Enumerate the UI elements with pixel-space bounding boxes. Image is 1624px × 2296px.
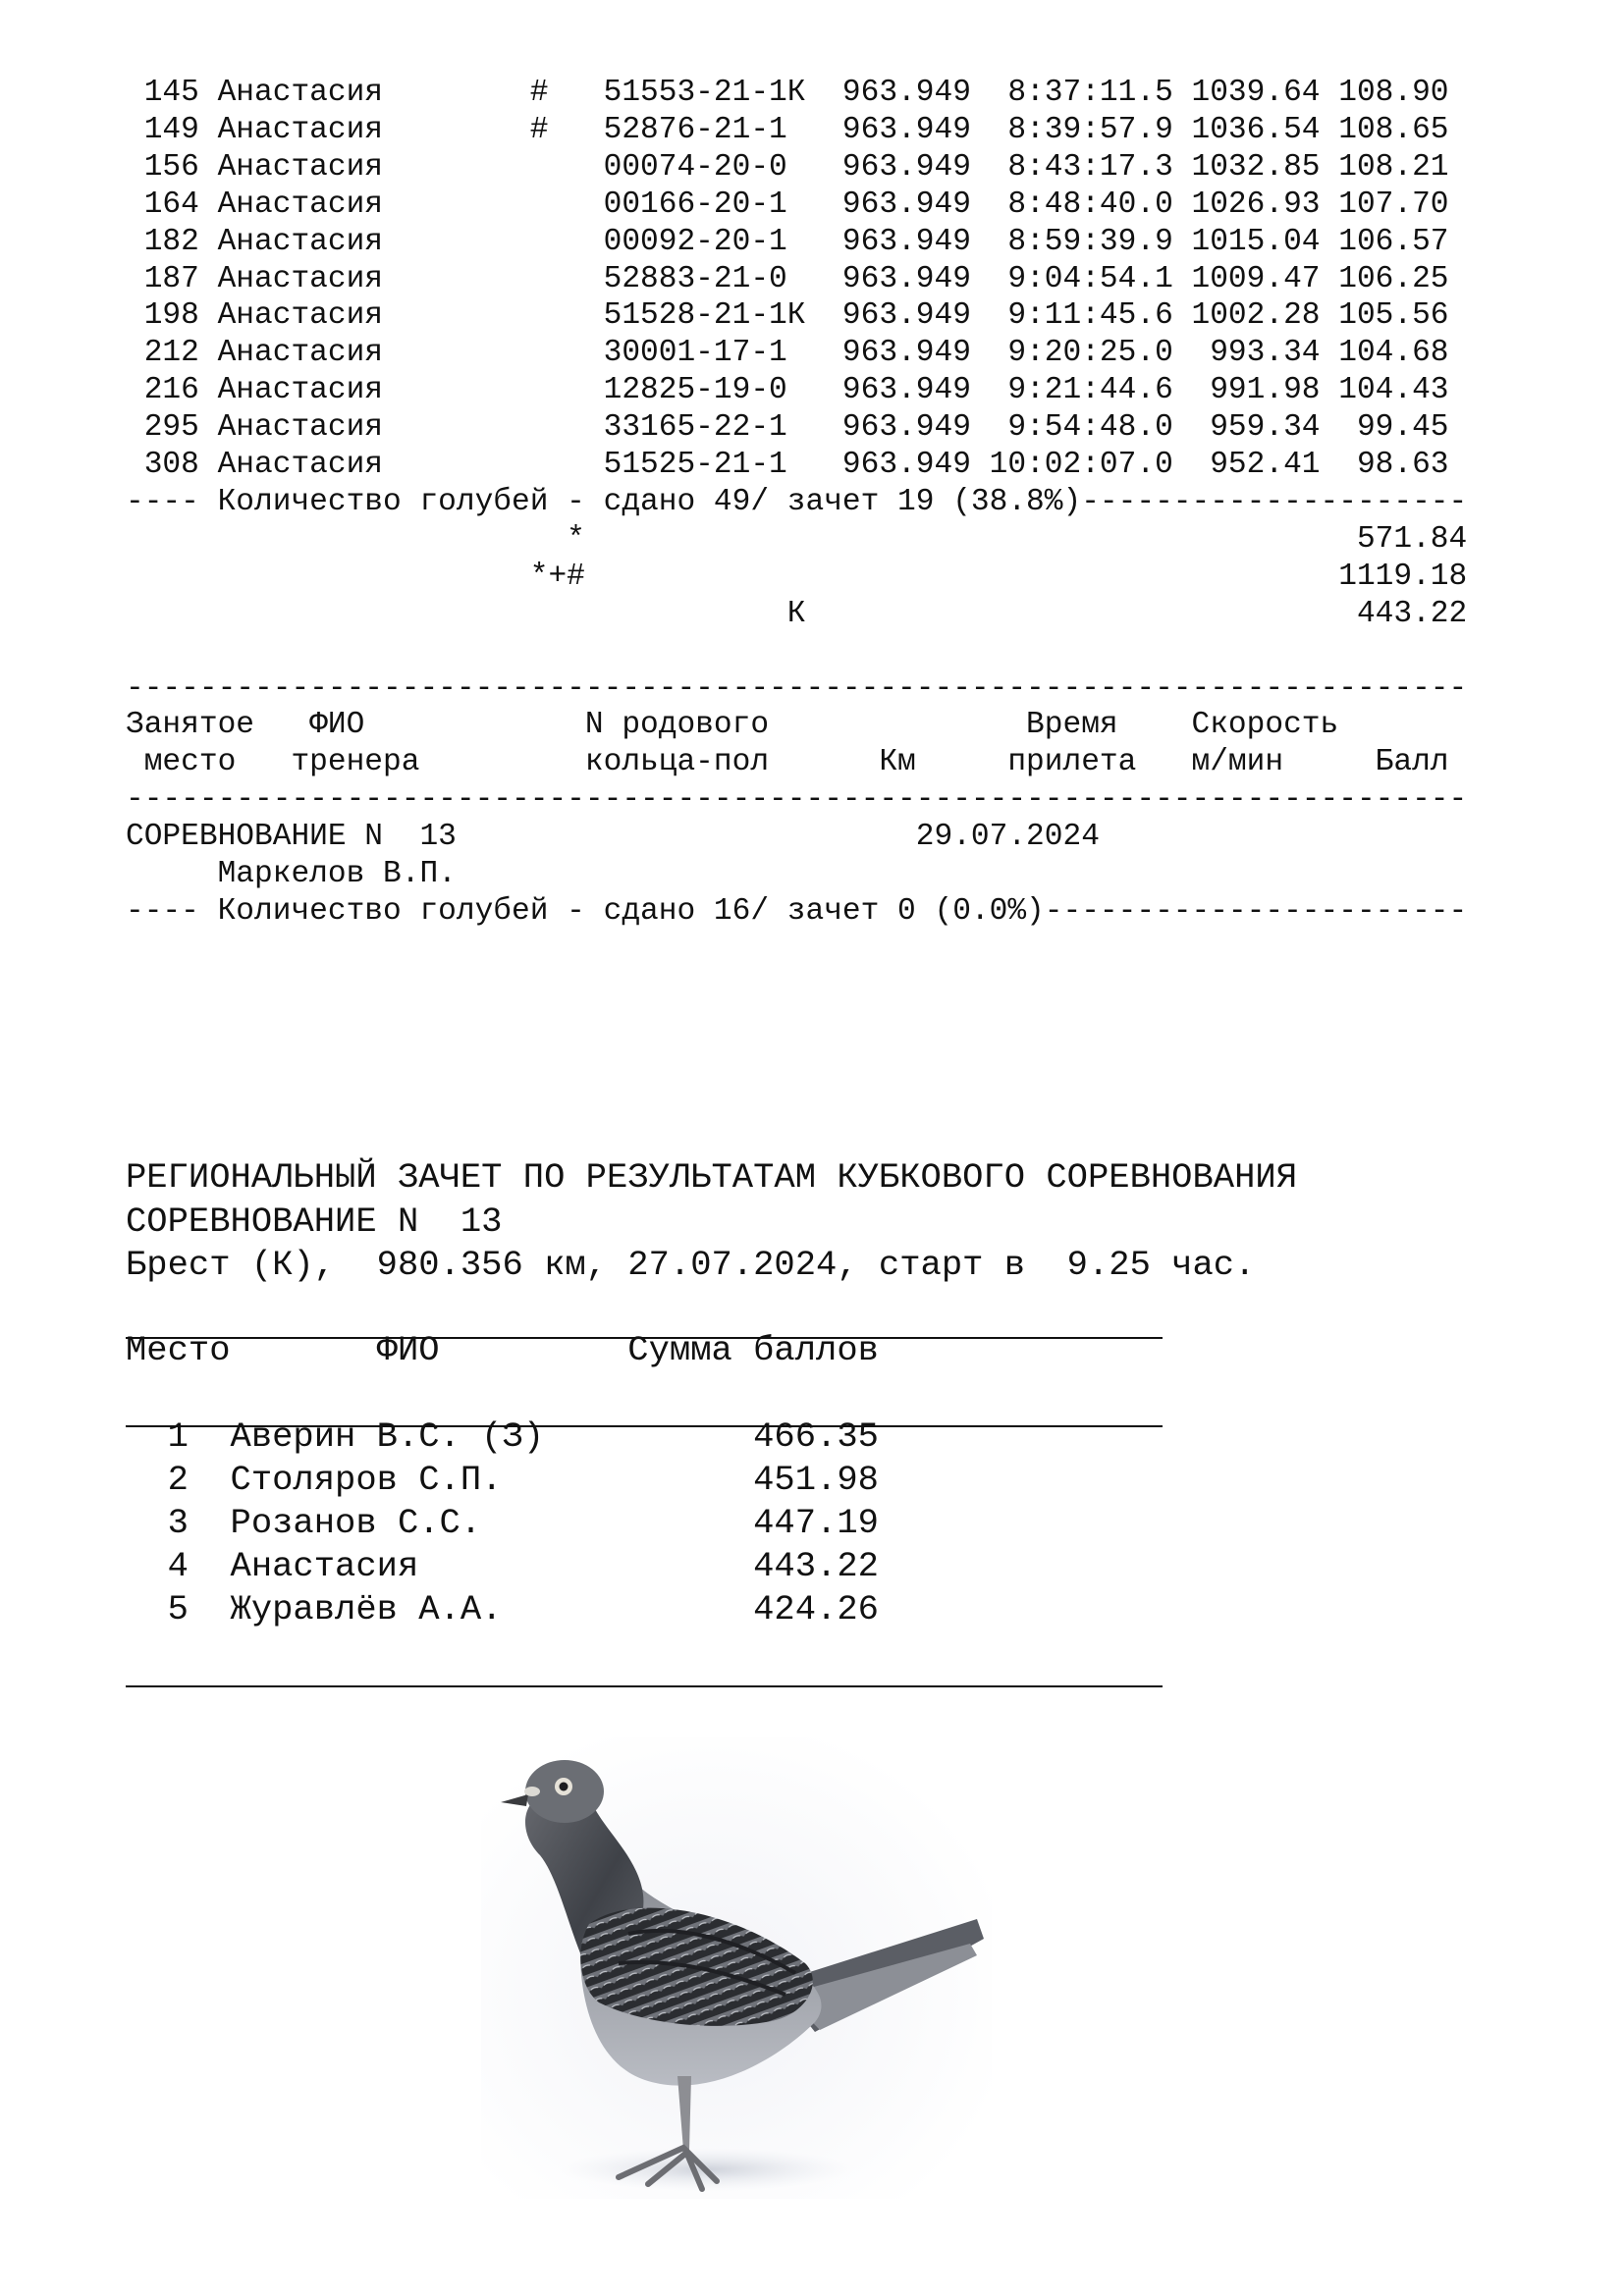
total-star-plus-hash: *+# 1119.18 — [126, 559, 1468, 594]
competition-trainer: Маркелов В.П. — [126, 857, 457, 892]
table-header-line-2: место тренера кольца-пол Км прилета м/мин Балл — [126, 745, 1449, 780]
total-star: * 571.84 — [126, 521, 1468, 557]
regional-row: 1 Аверин В.С. (З) 466.35 — [126, 1416, 879, 1457]
result-row: 182 Анастасия 00092-20-1 963.949 8:59:39.9 1015.04 106.57 — [126, 224, 1449, 259]
result-row: 216 Анастасия 12825-19-0 963.949 9:21:44.6 991.98 104.43 — [126, 373, 1449, 408]
regional-row: 4 Анастасия 443.22 — [126, 1546, 879, 1586]
total-k: К 443.22 — [126, 596, 1468, 631]
regional-row: 5 Журавлёв А.А. 424.26 — [126, 1589, 879, 1629]
competition-title-line: СОРЕВНОВАНИЕ N 13 29.07.2024 — [126, 820, 1100, 855]
result-row: 212 Анастасия 30001-17-1 963.949 9:20:25.0 993.34 104.68 — [126, 336, 1449, 371]
header-rule-bottom: ------------------------------------------------------------------------- — [126, 782, 1468, 818]
result-row: 156 Анастасия 00074-20-0 963.949 8:43:17.3 1032.85 108.21 — [126, 149, 1449, 185]
result-row: 164 Анастасия 00166-20-1 963.949 8:48:40.0 1026.93 107.70 — [126, 187, 1449, 222]
regional-subtitle: СОРЕВНОВАНИЕ N 13 — [126, 1201, 503, 1242]
regional-header-rule — [126, 1425, 1163, 1427]
results-summary-line: ---- Количество голубей - сдано 49/ зачет 19 (38.8%)--------------------- — [126, 484, 1468, 519]
result-row: 145 Анастасия # 51553-21-1К 963.949 8:37:11.5 1039.64 108.90 — [126, 76, 1449, 110]
table-header-line-1: Занятое ФИО N родового Время Скорость — [126, 708, 1339, 743]
regional-row: 3 Розанов С.С. 447.19 — [126, 1503, 879, 1543]
result-row: 295 Анастасия 33165-22-1 963.949 9:54:48.0 959.34 99.45 — [126, 410, 1449, 446]
regional-standings-table — [126, 1329, 879, 1631]
regional-title: РЕГИОНАЛЬНЫЙ ЗАЧЕТ ПО РЕЗУЛЬТАТАМ КУБКОВОГО СОРЕВНОВАНИЯ — [126, 1157, 1297, 1198]
pigeon-photo — [481, 1737, 992, 2199]
result-row: 308 Анастасия 51525-21-1 963.949 10:02:07.0 952.41 98.63 — [126, 448, 1449, 483]
regional-header: Место ФИО Сумма баллов — [126, 1330, 879, 1370]
regional-info: Брест (К), 980.356 км, 27.07.2024, старт в 9.25 час. — [126, 1245, 1256, 1285]
regional-row: 2 Столяров С.П. 451.98 — [126, 1460, 879, 1500]
results-report — [126, 75, 1467, 931]
result-row: 187 Анастасия 52883-21-0 963.949 9:04:54.1 1009.47 106.25 — [126, 261, 1449, 296]
regional-title-block — [126, 1156, 1297, 1288]
regional-bottom-rule — [126, 1685, 1163, 1687]
result-row: 149 Анастасия # 52876-21-1 963.949 8:39:57.9 1036.54 108.65 — [126, 112, 1449, 147]
result-row: 198 Анастасия 51528-21-1К 963.949 9:11:45.6 1002.28 105.56 — [126, 298, 1449, 334]
header-rule-top: ------------------------------------------------------------------------- — [126, 670, 1468, 706]
competition-summary-line: ---- Количество голубей - сдано 16/ зачет 0 (0.0%)----------------------- — [126, 893, 1468, 929]
